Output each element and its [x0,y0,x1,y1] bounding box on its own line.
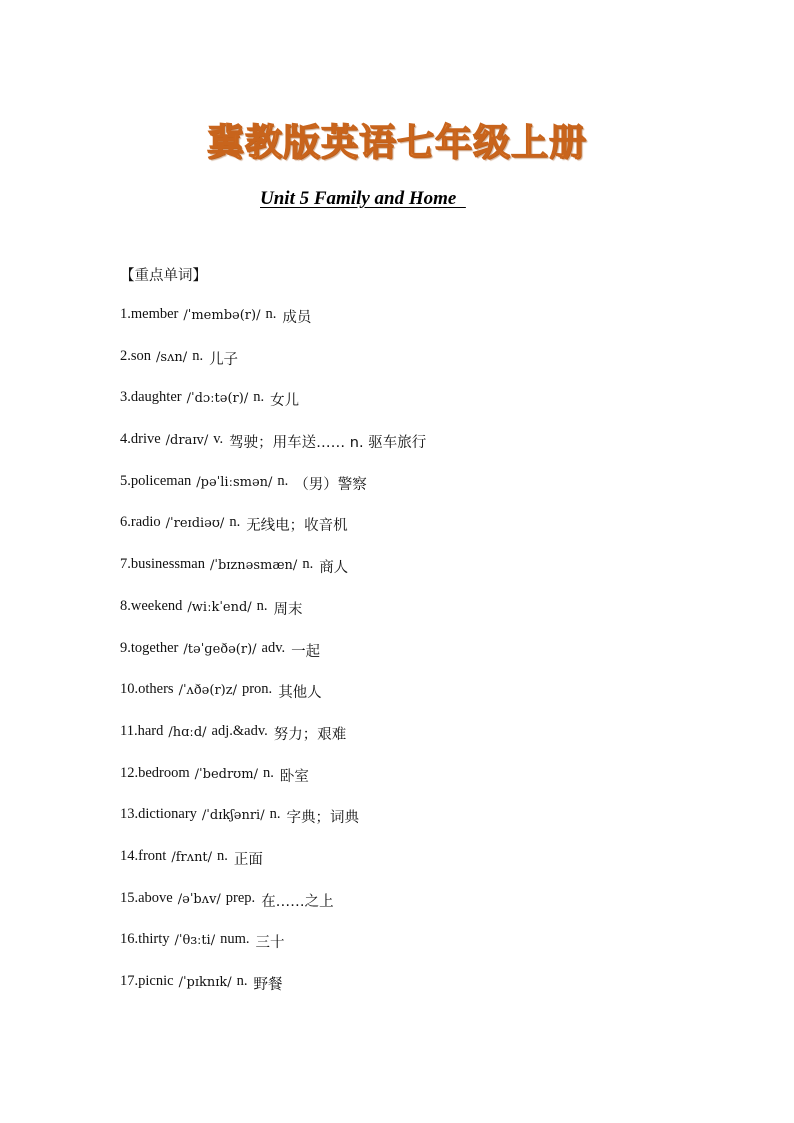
part-of-speech: n. [269,806,281,823]
phonetic-transcription: /təˈɡeðə(r)/ [183,641,257,657]
part-of-speech: pron. [241,681,273,698]
part-of-speech: n. [262,764,274,781]
chinese-meaning: 周末 [273,601,303,618]
english-word: thirty [138,931,170,948]
vocabulary-item [120,931,426,973]
vocabulary-item [120,848,426,890]
phonetic-transcription: /ˈpɪknɪk/ [178,975,232,990]
chinese-meaning: 其他人 [278,685,322,702]
part-of-speech: n. [236,973,248,989]
chinese-meaning: 努力；艰难 [273,726,347,743]
item-number: 2. [120,347,131,364]
english-word: weekend [130,597,183,614]
vocabulary-list [120,306,426,1015]
chinese-meaning: 卧室 [279,768,309,785]
vocabulary-item [120,556,426,598]
chinese-meaning: 成员 [282,310,312,326]
vocabulary-item [120,306,426,348]
english-word: daughter [130,389,182,406]
phonetic-transcription: /ˈreɪdiəʊ/ [165,516,225,532]
english-word: others [138,681,174,698]
document-title: 冀教版英语七年级上册 [207,121,587,164]
item-number: 16. [120,931,139,948]
chinese-meaning: 字典；词典 [286,810,359,827]
part-of-speech: prep. [225,889,256,906]
item-number: 12. [120,764,139,781]
phonetic-transcription: /draɪv/ [165,433,209,449]
phonetic-transcription: /hɑːd/ [168,724,207,740]
vocabulary-item [120,723,426,765]
english-word: above [138,889,173,906]
phonetic-transcription: /ˈdɪkʃənri/ [201,808,265,824]
vocabulary-item [120,598,426,640]
vocabulary-item [120,431,426,473]
item-number: 17. [120,973,139,989]
vocabulary-item [120,973,426,1015]
item-number: 8. [120,597,131,614]
section-heading-key-words: 【重点单词】 [120,268,207,284]
english-word: drive [130,431,161,448]
part-of-speech: n. [217,847,228,864]
item-number: 13. [120,806,139,823]
item-number: 4. [120,431,131,448]
item-number: 9. [120,639,131,656]
english-word: son [130,347,152,364]
vocabulary-item [120,514,426,556]
phonetic-transcription: /ˈdɔːtə(r)/ [186,391,249,407]
phonetic-transcription: /pəˈliːsmən/ [196,474,273,490]
vocabulary-item [120,890,426,932]
part-of-speech: v. [213,431,224,448]
english-word: member [130,306,179,322]
chinese-meaning: 三十 [255,935,285,952]
vocabulary-item [120,765,426,807]
item-number: 10. [120,681,139,698]
item-number: 7. [120,556,131,573]
vocabulary-item [120,640,426,682]
phonetic-transcription: /sʌn/ [156,349,188,365]
chinese-meaning: 正面 [233,851,263,868]
unit-title: Unit 5 Family and Home [260,188,466,209]
chinese-meaning: 驾驶；用车送…… n. 驱车旅行 [229,435,427,452]
part-of-speech: n. [253,389,265,406]
part-of-speech: n. [256,597,268,614]
vocabulary-item [120,389,426,431]
phonetic-transcription: /frʌnt/ [171,849,213,865]
vocabulary-item [120,806,426,848]
part-of-speech: n. [192,347,204,364]
vocabulary-item [120,681,426,723]
vocabulary-item [120,473,426,515]
english-word: picnic [138,973,174,989]
phonetic-transcription: /ˈbedrʊm/ [194,766,258,782]
phonetic-transcription: /ˈmembə(r)/ [183,308,261,323]
item-number: 3. [120,389,131,406]
item-number: 5. [120,472,131,489]
english-word: radio [130,514,161,531]
chinese-meaning: 儿子 [209,351,239,368]
part-of-speech: n. [265,306,277,322]
part-of-speech: num. [220,931,250,948]
english-word: hard [137,722,164,739]
phonetic-transcription: /wiːkˈend/ [187,599,252,615]
english-word: front [138,847,167,864]
phonetic-transcription: /ˈθɜːti/ [174,933,216,949]
part-of-speech: adv. [261,639,286,656]
chinese-meaning: （男）警察 [294,476,367,493]
chinese-meaning: 一起 [291,643,321,660]
english-word: bedroom [138,764,190,781]
item-number: 6. [120,514,131,531]
chinese-meaning: 女儿 [270,393,300,410]
english-word: dictionary [138,806,197,823]
phonetic-transcription: /ˈbɪznəsmæn/ [209,558,298,574]
item-number: 1. [120,306,131,322]
item-number: 15. [120,889,139,906]
chinese-meaning: 野餐 [253,977,283,993]
vocabulary-item [120,348,426,390]
chinese-meaning: 在……之上 [261,893,334,910]
item-number: 11. [120,722,138,739]
english-word: together [130,639,179,656]
chinese-meaning: 商人 [319,560,349,577]
part-of-speech: n. [277,472,289,489]
part-of-speech: adj.&adv. [211,722,268,739]
english-word: businessman [130,556,205,573]
english-word: policeman [130,472,192,489]
item-number: 14. [120,847,139,864]
part-of-speech: n. [302,556,314,573]
phonetic-transcription: /ˈʌðə(r)z/ [178,683,237,699]
phonetic-transcription: /əˈbʌv/ [177,891,221,907]
chinese-meaning: 无线电；收音机 [246,518,348,535]
part-of-speech: n. [229,514,241,531]
